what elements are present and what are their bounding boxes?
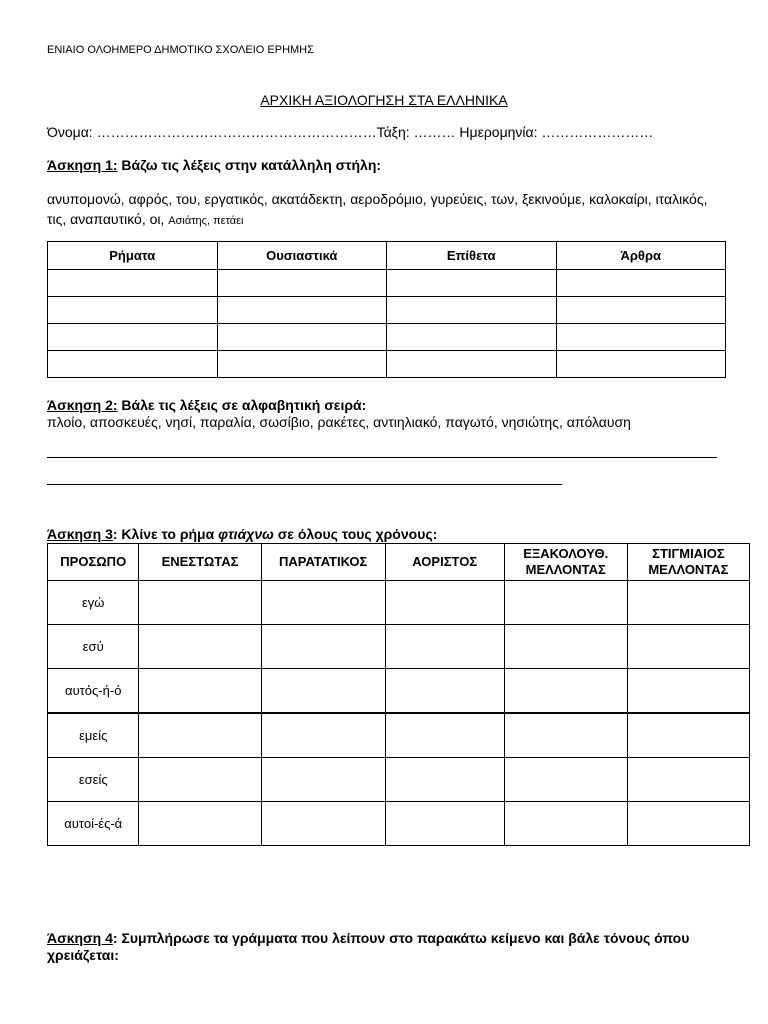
exercise-1-words-small: Ασιάτης, πετάει (168, 215, 244, 227)
exercise-4-label: Άσκηση 4 (47, 930, 113, 946)
column-header: ΠΑΡΑΤΑΤΙΚΟΣ (261, 544, 385, 581)
answer-cell[interactable] (261, 625, 385, 669)
answer-cell[interactable] (48, 351, 218, 378)
column-header: ΕΞΑΚΟΛΟΥΘ. ΜΕΛΛΟΝΤΑΣ (504, 544, 627, 581)
exercise-3-verb: φτιάχνω (218, 526, 274, 542)
answer-cell[interactable] (385, 758, 504, 802)
exercise-2-words: πλοίο, αποσκευές, νησί, παραλία, σωσίβιο, ρακέτες, αντιηλιακό, παγωτό, νησιώτης, απόλαυση (47, 414, 631, 430)
answer-cell[interactable] (627, 581, 749, 625)
exercise-3-instruction-b: σε όλους τους χρόνους: (273, 526, 438, 542)
answer-cell[interactable] (139, 669, 261, 714)
answer-cell[interactable] (627, 713, 749, 758)
answer-cell[interactable] (556, 324, 726, 351)
answer-cell[interactable] (385, 713, 504, 758)
exercise-2-heading (47, 397, 366, 413)
exercise-3-table (47, 543, 750, 846)
answer-cell[interactable] (504, 669, 627, 714)
exercise-2-instruction: Βάλε τις λέξεις σε αλφαβητική σειρά: (117, 397, 367, 413)
table-header-row (48, 544, 750, 581)
answer-line[interactable] (47, 484, 562, 485)
table-row (48, 758, 750, 802)
answer-cell[interactable] (504, 758, 627, 802)
table-row (48, 625, 750, 669)
answer-cell[interactable] (139, 802, 261, 846)
answer-cell[interactable] (139, 625, 261, 669)
column-header: Επίθετα (387, 242, 557, 270)
person-cell: εμείς (48, 713, 139, 758)
exercise-1-label: Άσκηση 1: (47, 157, 118, 173)
answer-cell[interactable] (627, 802, 749, 846)
answer-cell[interactable] (504, 713, 627, 758)
answer-cell[interactable] (387, 297, 557, 324)
table-row (48, 802, 750, 846)
answer-cell[interactable] (139, 758, 261, 802)
person-cell: εγώ (48, 581, 139, 625)
answer-cell[interactable] (48, 324, 218, 351)
answer-cell[interactable] (261, 758, 385, 802)
table-row (48, 324, 726, 351)
exercise-3-colon: : (112, 526, 118, 542)
exercise-2-label: Άσκηση 2: (47, 397, 118, 413)
answer-cell[interactable] (556, 270, 726, 297)
answer-cell[interactable] (387, 324, 557, 351)
table-row (48, 713, 750, 758)
column-header: Ουσιαστικά (217, 242, 387, 270)
column-header: Ρήματα (48, 242, 218, 270)
answer-cell[interactable] (261, 802, 385, 846)
column-header: ΣΤΙΓΜΙΑΙΟΣ ΜΕΛΛΟΝΤΑΣ (627, 544, 749, 581)
answer-cell[interactable] (385, 802, 504, 846)
answer-cell[interactable] (387, 270, 557, 297)
exercise-1-heading (47, 157, 381, 173)
column-header: ΕΝΕΣΤΩΤΑΣ (139, 544, 261, 581)
table-row (48, 581, 750, 625)
table-row (48, 270, 726, 297)
table-row (48, 351, 726, 378)
answer-cell[interactable] (387, 351, 557, 378)
page-title: ΑΡΧΙΚΗ ΑΞΙΟΛΟΓΗΣΗ ΣΤΑ ΕΛΛΗΝΙΚΑ (260, 92, 508, 108)
answer-cell[interactable] (48, 297, 218, 324)
answer-cell[interactable] (385, 625, 504, 669)
answer-cell[interactable] (139, 713, 261, 758)
exercise-1-table (47, 241, 726, 378)
table-header-row (48, 242, 726, 270)
exercise-4-instruction: Συμπλήρωσε τα γράμματα που λείπουν στο παρακάτω κείμενο και βάλε τόνους όπου χρειάζεται: (47, 930, 690, 963)
answer-cell[interactable] (261, 713, 385, 758)
answer-cell[interactable] (48, 270, 218, 297)
exercise-3-label: Άσκηση 3 (47, 526, 113, 542)
answer-cell[interactable] (217, 297, 387, 324)
answer-cell[interactable] (217, 324, 387, 351)
column-header: ΑΟΡΙΣΤΟΣ (385, 544, 504, 581)
exercise-4-colon: : (112, 930, 118, 946)
table-row (48, 669, 750, 714)
answer-cell[interactable] (217, 351, 387, 378)
exercise-1-words-main: ανυπομονώ, αφρός, του, εργατικός, ακατάδεκτη, αεροδρόμιο, γυρεύεις, των, ξεκινούμε, καλοκαίρι, ιταλικός, τις, αναπαυτικό, οι, (47, 191, 708, 227)
person-cell: εσείς (48, 758, 139, 802)
school-name: ΕΝΙΑΙΟ ΟΛΟΗΜΕΡΟ ΔΗΜΟΤΙΚΟ ΣΧΟΛΕΙΟ ΕΡΗΜΗΣ (47, 44, 314, 56)
answer-cell[interactable] (385, 581, 504, 625)
answer-cell[interactable] (217, 270, 387, 297)
answer-line[interactable] (47, 457, 717, 458)
exercise-4-heading (47, 930, 737, 964)
exercise-1-instruction: Βάζω τις λέξεις στην κατάλληλη στήλη: (117, 157, 382, 173)
exercise-3-heading (47, 526, 437, 542)
answer-cell[interactable] (627, 669, 749, 714)
person-cell: αυτοί-ές-ά (48, 802, 139, 846)
answer-cell[interactable] (556, 297, 726, 324)
answer-cell[interactable] (504, 581, 627, 625)
answer-cell[interactable] (504, 802, 627, 846)
column-header: Άρθρα (556, 242, 726, 270)
table-row (48, 297, 726, 324)
answer-cell[interactable] (261, 581, 385, 625)
answer-cell[interactable] (627, 758, 749, 802)
person-cell: εσύ (48, 625, 139, 669)
answer-cell[interactable] (504, 625, 627, 669)
exercise-1-words (47, 189, 727, 231)
student-info-line: Όνομα: ……………………………………………………Τάξη: ……… Ημερομηνία: …………………… (47, 124, 654, 140)
exercise-3-instruction-a: Κλίνε το ρήμα (117, 526, 219, 542)
answer-cell[interactable] (556, 351, 726, 378)
person-cell: αυτός-ή-ό (48, 669, 139, 714)
answer-cell[interactable] (139, 581, 261, 625)
answer-cell[interactable] (385, 669, 504, 714)
column-header: ΠΡΟΣΩΠΟ (48, 544, 139, 581)
answer-cell[interactable] (627, 625, 749, 669)
answer-cell[interactable] (261, 669, 385, 714)
